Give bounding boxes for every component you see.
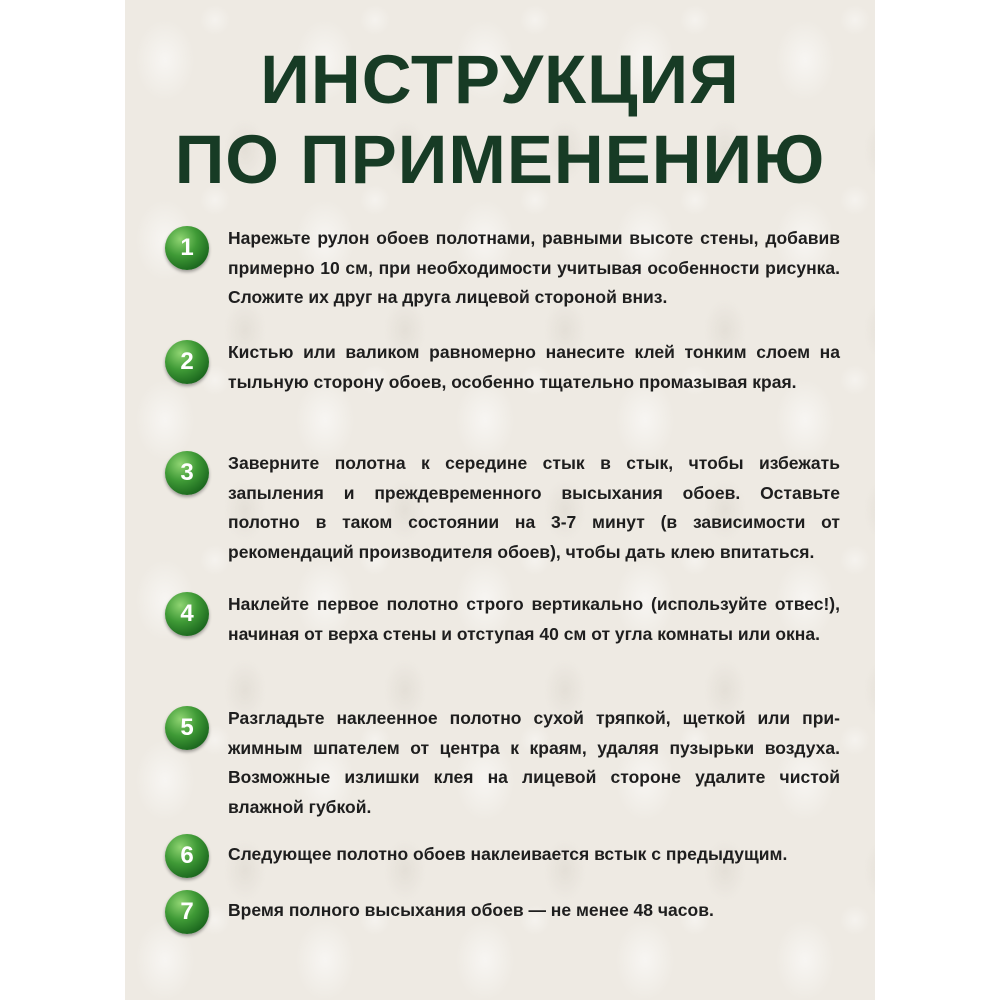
step-text: Разгладьте наклеенное полотно сухой тряпкой, щеткой или прижимным шпателем от центра к краям, удаляя пузырьки воздуха. Возможные излишки клея на лицевой стороне удалите чистой влажной губкой. [228, 708, 840, 817]
step-text: Нарежьте рулон обоев полотнами, равными высоте стены, добавив примерно 10 см, при необходимости учитывая особенности рисунка. Сложите их друг на друга лицевой стороной вниз. [228, 228, 840, 307]
step-text: Следующее полотно обоев наклеивается встык с предыдущим. [228, 844, 788, 864]
step-number-badge: 7 [165, 890, 209, 934]
instruction-page [125, 0, 875, 1000]
step-number-badge: 1 [165, 226, 209, 270]
title-line-1: ИНСТРУКЦИЯ [260, 41, 740, 118]
step-number-badge: 4 [165, 592, 209, 636]
step-text: Наклейте первое полотно строго вертикально (используйте отвес!), начиная от верха стены и отступая 40 см от угла комнаты или окна. [228, 594, 840, 644]
title-line-2: ПО ПРИМЕНЕНИЮ [174, 121, 826, 198]
step-text: Кистью или валиком равномерно нанесите клей тонким слоем на тыльную сторону обоев, особенно тщательно промазывая края. [228, 342, 840, 392]
step-number-badge: 2 [165, 340, 209, 384]
step-number-badge: 3 [165, 451, 209, 495]
step-number-badge: 6 [165, 834, 209, 878]
page-title [125, 40, 875, 200]
step-text: Заверните полотна к середине стык в стык, чтобы избежать запыления и преждевременного высыхания обоев. Оставьте полотно в таком состоянии на 3-7 минут (в зависимости от рекомендаций производителя обоев), чтобы дать клею впитаться. [228, 453, 840, 562]
step-number-badge: 5 [165, 706, 209, 750]
step-text: Время полного высыхания обоев — не менее 48 часов. [228, 900, 714, 920]
